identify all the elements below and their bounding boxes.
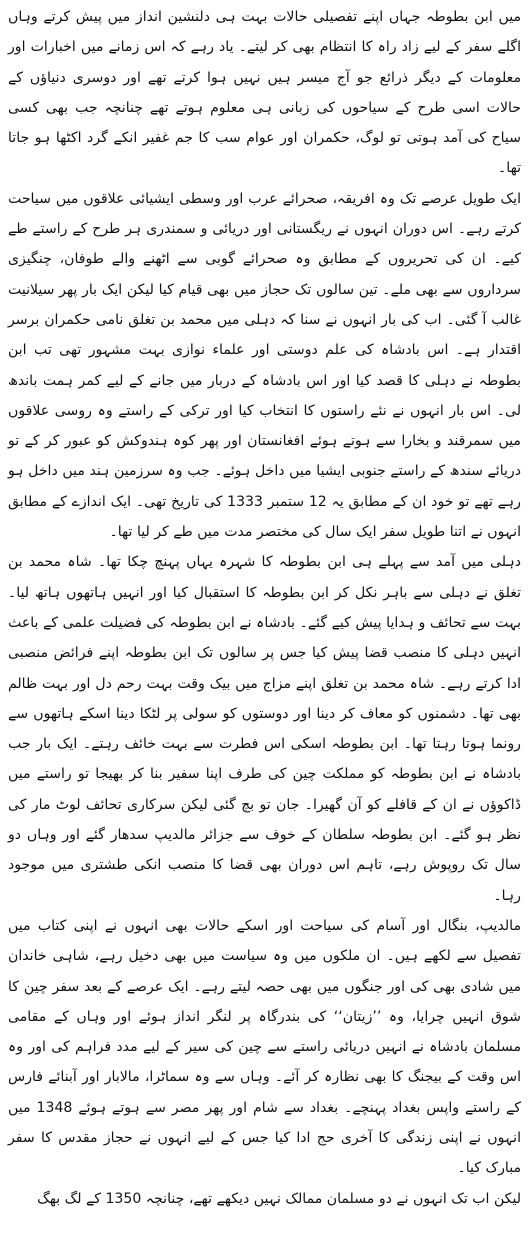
paragraph-2: ایک طویل عرصے تک وہ افریقہ، صحرائے عرب اور وسطی ایشیائی علاقوں میں سیاحت کرتے رہے۔ اس دوران انہوں نے ریگستانی اور دریائی و سمندری ہر طرح کے راستے طے کیے۔ ان کی تحریروں کے مطابق وہ صحرائے گوبی سے اٹھنے والے طوفان، چنگیزی سرداروں سے بھی ملے۔ تین سالوں تک حجاز میں بھی قیام کیا لیکن ایک بار پھر سیلانیت غالب آ گئی۔ اب کی بار انہوں نے سنا کہ دہلی میں محمد بن تغلق نامی حکمران برسر اقتدار ہے۔ اس بادشاہ کی علم دوستی اور علماء نوازی بہت مشہور تھی تب ابن بطوطہ نے دہلی کا قصد کیا اور اس بادشاہ کے دربار میں جانے کے لیے کمر ہمت باندھ لی۔ اس بار انہوں نے نئے راستوں کا انتخاب کیا اور ترکی کے راستے وہ روسی علاقوں میں سمرقند و بخارا سے ہوتے ہوئے افغانستان اور پھر کوہ ہندوکش کو عبور کر کے تو دریائے سندھ کے راستے جنوبی ایشیا میں داخل ہوئے۔ جب وہ سرزمین ہند میں داخل ہو رہے تھے تو خود ان کے مطابق یہ 12 ستمبر 1333 کی تاریخ تھی۔ ایک اندازے کے مطابق انہوں نے اتنا طویل سفر ایک سال کی مختصر مدت میں طے کر لیا تھا۔ — [8, 190, 521, 541]
paragraph-4: مالدیپ، بنگال اور آسام کی سیاحت اور اسکے حالات بھی انہوں نے اپنی کتاب میں تفصیل سے لکھے ہیں۔ ان ملکوں میں وہ سیاست میں بھی دخیل رہے، شاہی خاندان میں شادی بھی کی اور جنگوں میں بھی حصہ لیتے رہے۔ ایک عرصے کے بعد سفر چین کا شوق انہیں چرایا، وہ ’’زیتان‘‘ کی بندرگاہ پر لنگر انداز ہوئے اور وہاں کے مقامی مسلمان بادشاہ نے انہیں دریائی راستے سے چین کی سیر کے لیے مدد فراہم کی اور وہ اس وقت کے بیجنگ کا بھی نظارہ کر آئے۔ وہاں سے وہ سماٹرا، مالابار اور آبنائے فارس کے راستے واپس بغداد پہنچے۔ بغداد سے شام اور پھر مصر سے ہوتے ہوئے 1348 میں انہوں نے اپنی زندگی کا آخری حج ادا کیا جس کے لیے انہوں نے حجاز مقدس کا سفر مبارک کیا۔ — [8, 917, 522, 1177]
paragraph-3: دہلی میں آمد سے پہلے ہی ابن بطوطہ کا شہرہ یہاں پہنچ چکا تھا۔ شاہ محمد بن تغلق نے دہلی سے باہر نکل کر ابن بطوطہ کا استقبال کیا اور انہیں ہاتھوں ہاتھ لیا۔ بہت سے تحائف و ہدایا پیش کیے گئے۔ بادشاہ نے ابن بطوطہ کی فضیلت علمی کے باعث انہیں دہلی کا منصب قضا پیش کیا جس پر سالوں تک ابن بطوطہ اپنے فرائض منصبی ادا کرتے رہے۔ شاہ محمد بن تغلق اپنے مزاج میں بیک وقت بہت رحم دل اور بہت ظالم بھی تھا۔ دشمنوں کو معاف کر دینا اور دوستوں کو سولی پر لٹکا دینا اسکے ہاتھوں سے رونما ہوتا رہتا تھا۔ ابن بطوطہ اسکی اس فطرت سے بہت خائف رہتے۔ ایک بار جب بادشاہ نے ابن بطوطہ کو مملکت چین کی طرف اپنا سفیر بنا کر بھیجا تو راستے میں ڈاکوؤں نے ان کے قافلے کو آن گھیرا۔ جان تو بچ گئی لیکن سرکاری تحائف لوٹ مار کی نظر ہو گئے۔ ابن بطوطہ سلطان کے خوف سے جزائر مالدیپ سدھار گئے اور وہاں دو سال تک روپوش رہے، تاہم اس دوران بھی قضا کا منصب انکی طشتری میں موجود رہا۔ — [8, 554, 521, 904]
paragraph-1: میں ابن بطوطہ جہاں اپنے تفصیلی حالات بہت ہی دلنشین انداز میں پیش کرتے وہاں اگلے سفر کے لیے زاد راہ کا انتظام بھی کر لیتے۔ یاد رہے کہ اس زمانے میں اخبارات اور معلومات کے دیگر ذرائع جو آج میسر ہیں نہیں ہوا کرتے تھے اور دوسری دنیاؤں کے حالات اسی طرح کے سیاحوں کی زبانی ہی معلوم ہوتے تھے چنانچہ جب بھی کسی سیاح کی آمد ہوتی تو لوگ، حکمران اور عوام سب کا جم غفیر انکے گرد اکٹھا ہو جاتا تھا۔ — [8, 9, 521, 177]
paragraph-5: لیکن اب تک انہوں نے دو مسلمان ممالک نہیں دیکھے تھے، چنانچہ 1350 کے لگ بھگ — [37, 1190, 521, 1207]
